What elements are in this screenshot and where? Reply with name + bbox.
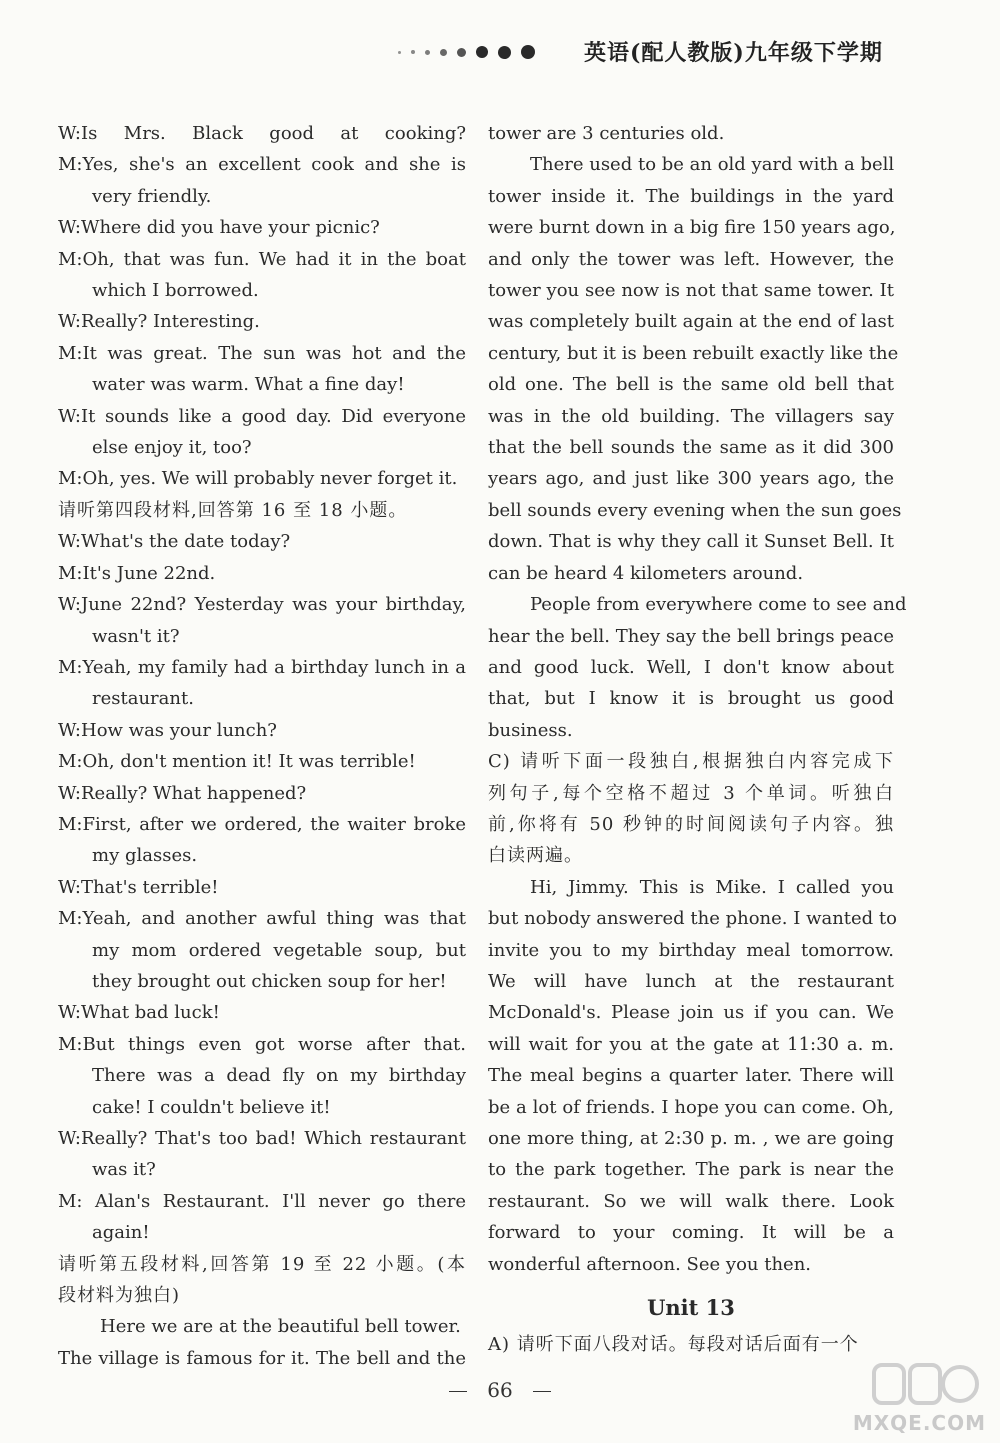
header-dot	[521, 45, 535, 59]
text-line: W:Is Mrs. Black good at cooking?	[58, 123, 466, 144]
watermark-text: MXQE.COM	[852, 1411, 986, 1435]
text-line: to the park together. The park is near the	[488, 1159, 894, 1181]
text-line: and only the tower was left. However, the	[488, 248, 894, 270]
header-title: 英语(配人教版)九年级下学期	[584, 40, 883, 66]
text-line: was in the old building. The villagers say	[488, 405, 894, 427]
text-line: wonderful afternoon. See you then.	[488, 1253, 812, 1275]
text-line: There was a dead fly on my birthday	[92, 1065, 466, 1087]
text-line: There used to be an old yard with a bell	[530, 154, 895, 176]
text-line: very friendly.	[92, 185, 212, 207]
text-line: years ago, and just like 300 years ago, the	[488, 468, 894, 490]
text-line: again!	[92, 1222, 150, 1244]
right-column	[488, 118, 907, 1361]
text-line: and good luck. Well, I don't know about	[488, 656, 894, 678]
header-dot	[498, 46, 511, 59]
text-line: 请听第五段材料,回答第 19 至 22 小题。(本	[58, 1253, 466, 1275]
text-line: down. That is why they call it Sunset Bell. It	[488, 531, 894, 553]
text-line: The meal begins a quarter later. There will	[488, 1065, 894, 1087]
text-line: W:What's the date today?	[58, 531, 291, 553]
text-line: W:Really? That's too bad! Which restaurant	[58, 1128, 466, 1149]
text-line: W:It sounds like a good day. Did everyone	[58, 405, 466, 427]
text-line: my glasses.	[92, 845, 198, 867]
text-line: was it?	[92, 1159, 156, 1181]
text-line: 列句子,每个空格不超过 3 个单词。听独白	[488, 782, 894, 804]
text-line: W:That's terrible!	[58, 876, 219, 898]
right-column-text	[488, 118, 907, 1280]
header-dots	[398, 42, 535, 62]
watermark	[836, 1359, 986, 1435]
text-line: old one. The bell is the same old bell that	[488, 374, 894, 396]
text-line: tower are 3 centuries old.	[488, 123, 725, 144]
text-line: can be heard 4 kilometers around.	[488, 562, 804, 584]
text-line: else enjoy it, too?	[92, 437, 252, 459]
text-line: W:What bad luck!	[58, 1002, 220, 1024]
text-line: M:Oh, don't mention it! It was terrible!	[58, 751, 416, 773]
header-dot	[476, 46, 488, 58]
text-line: cake! I couldn't believe it!	[92, 1096, 331, 1118]
header-dot	[411, 50, 415, 54]
text-line: M:Yeah, and another awful thing was that	[58, 908, 466, 930]
text-line: century, but it is been rebuilt exactly like the	[488, 342, 899, 364]
text-line: W:June 22nd? Yesterday was your birthday,	[58, 594, 466, 616]
text-line: bell sounds every evening when the sun goes	[488, 499, 902, 521]
header-dot	[425, 50, 430, 55]
text-line: invite you to my birthday meal tomorrow.	[488, 939, 894, 961]
text-line: but nobody answered the phone. I wanted to	[488, 908, 897, 930]
text-line: M:Yeah, my family had a birthday lunch in a	[58, 656, 466, 678]
text-line: that the bell sounds the same as it did 300	[488, 437, 894, 459]
text-line: 白读两遍。	[488, 845, 583, 867]
unit-intro: A) 请听下面八段对话。每段对话后面有一个	[488, 1334, 859, 1356]
text-line: 前,你将有 50 秒钟的时间阅读句子内容。独	[488, 813, 894, 835]
text-line: We will have lunch at the restaurant	[488, 970, 894, 992]
text-line: M:First, after we ordered, the waiter broke	[58, 813, 466, 835]
text-line: M:But things even got worse after that.	[58, 1033, 466, 1055]
header-dot	[398, 51, 401, 54]
text-line: M:Oh, that was fun. We had it in the boat	[58, 248, 466, 270]
text-line: M:It's June 22nd.	[58, 562, 216, 584]
text-line: M:Oh, yes. We will probably never forget it.	[58, 468, 458, 490]
unit-title: Unit 13	[647, 1295, 735, 1321]
text-line: W:Really? Interesting.	[58, 311, 260, 333]
text-line: be a lot of friends. I hope you can come. Oh,	[488, 1096, 894, 1118]
left-column	[58, 118, 466, 1374]
text-line: People from everywhere come to see and	[530, 594, 907, 616]
text-line: water was warm. What a fine day!	[92, 374, 405, 396]
footer-dash	[449, 1391, 467, 1392]
text-line: tower you see now is not that same tower. It	[488, 280, 894, 302]
page-header	[0, 36, 1000, 72]
text-line: M:Yes, she's an excellent cook and she is	[58, 154, 466, 176]
header-dot	[457, 48, 466, 57]
text-line: wasn't it?	[92, 625, 180, 647]
text-line: my mom ordered vegetable soup, but	[92, 939, 466, 961]
text-line: hear the bell. They say the bell brings peace	[488, 625, 894, 647]
text-line: 请听第四段材料,回答第 16 至 18 小题。	[58, 499, 408, 521]
text-line: was completely built again at the end of last	[488, 311, 894, 333]
text-line: 段材料为独白)	[58, 1285, 181, 1307]
text-line: Here we are at the beautiful bell tower.	[100, 1316, 461, 1338]
text-line: M:It was great. The sun was hot and the	[58, 342, 466, 364]
text-line: that, but I know it is brought us good	[488, 688, 894, 710]
text-line: restaurant.	[92, 688, 194, 710]
text-line: were burnt down in a big fire 150 years ago,	[488, 217, 896, 239]
text-line: business.	[488, 719, 573, 741]
text-line: forward to your coming. It will be a	[488, 1222, 894, 1244]
header-dot	[440, 49, 447, 56]
text-line: restaurant. So we will walk there. Look	[488, 1190, 894, 1212]
text-line: The village is famous for it. The bell and the	[58, 1347, 466, 1369]
text-line: W:Really? What happened?	[58, 782, 307, 804]
text-line: will wait for you at the gate at 11:30 a. m.	[488, 1033, 894, 1055]
text-line: W:Where did you have your picnic?	[58, 217, 380, 239]
text-line: they brought out chicken soup for her!	[92, 970, 447, 992]
text-line: W:How was your lunch?	[58, 719, 277, 741]
page-number: 66	[487, 1378, 513, 1402]
text-line: which I borrowed.	[92, 280, 259, 302]
text-line: C) 请听下面一段独白,根据独白内容完成下	[488, 751, 894, 773]
text-line: M: Alan's Restaurant. I'll never go there	[58, 1190, 466, 1212]
watermark-logo-icon	[870, 1359, 980, 1409]
text-line: one more thing, at 2:30 p. m. , we are going	[488, 1128, 894, 1149]
footer-dash	[533, 1391, 551, 1392]
text-line: tower inside it. The buildings in the yard	[488, 185, 894, 207]
text-line: McDonald's. Please join us if you can. We	[488, 1002, 894, 1024]
text-line: Hi, Jimmy. This is Mike. I called you	[530, 876, 894, 898]
